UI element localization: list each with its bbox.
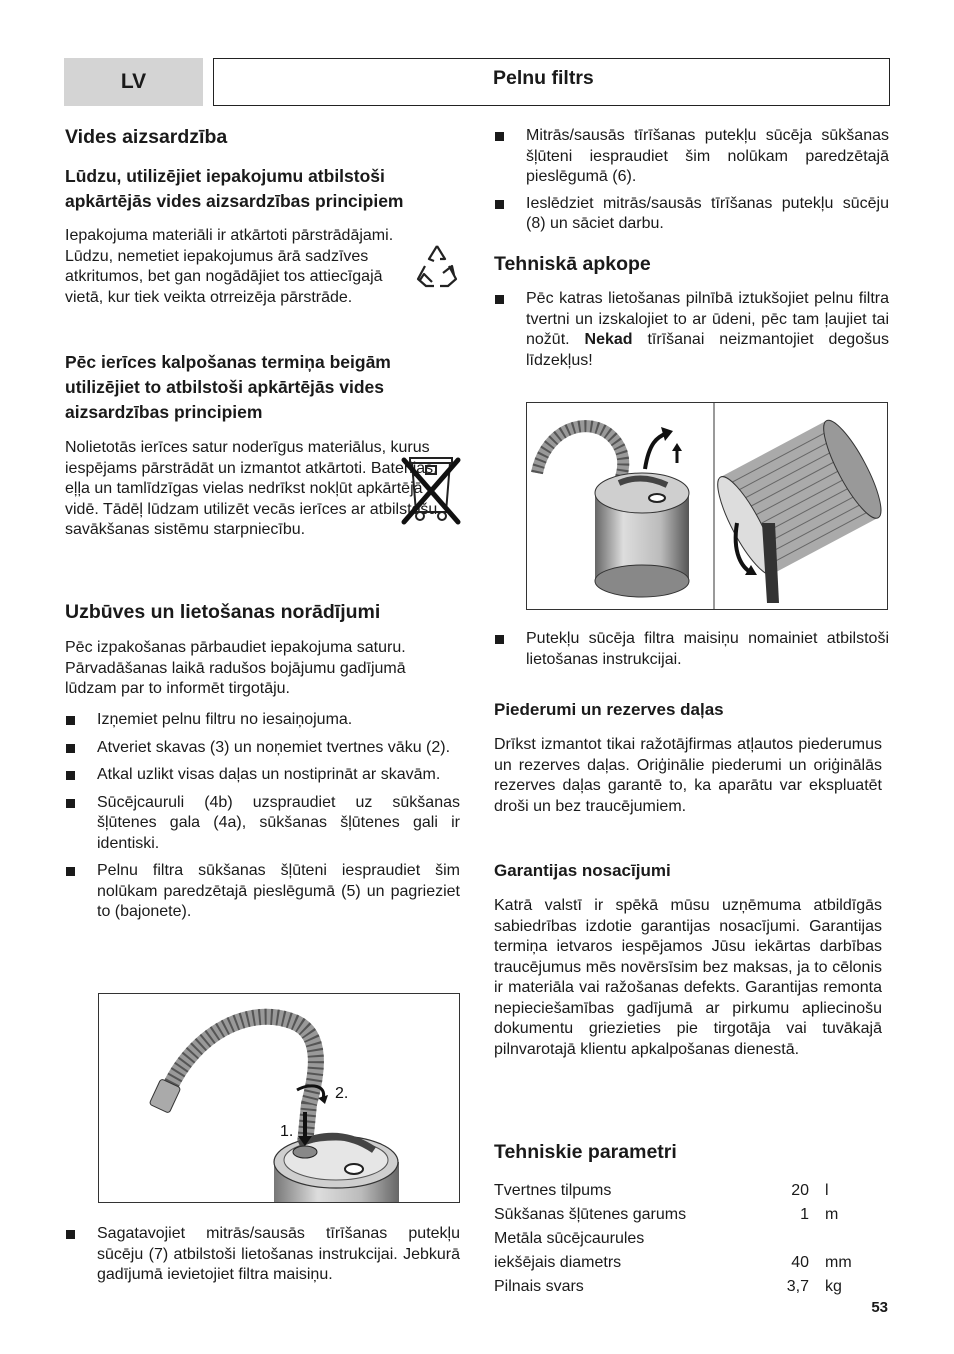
maint-text-a: Pēc katras lietošanas pilnībā iztukšojiet pelnu filtra tvertni un izskalojiet to ar ūdeni, pēc tam ļaujiet tai nožūt. xyxy=(526,290,889,348)
list-item: Izņemiet pelnu filtru no iesaiņojuma. xyxy=(65,710,460,731)
fig-label-2: 2. xyxy=(335,1085,349,1102)
acc-paragraph: Drīkst izmantot tikai ražotājfirmas atļautos piederumus un rezerves daļas. Oriģinālie piederumi un oriģinālās rezerves daļas garantē to, ka aparātu var ekspluatēt droši un bez traucējumiem. xyxy=(494,736,882,815)
maint-text-bold: Nekad xyxy=(584,331,633,348)
table-row xyxy=(494,1227,852,1251)
list-item: Ieslēdziet mitrās/sausās tīrīšanas putekļu sūcēju (8) un sāciet darbu. xyxy=(494,194,889,235)
env-subheading-disposal: Pēc ierīces kalpošanas termiņa beigām utilizējiet to atbilstoši apkārtējās vides aizsardzības principiem xyxy=(65,352,391,422)
use-heading: Uzbūves un lietošanas norādījumi xyxy=(65,601,381,623)
list-item: Sagatavojiet mitrās/sausās tīrīšanas putekļu sūcēju (7) atbilstoši lietošanas instrukcijai. Jebkurā gadījumā ievietojiet filtra maisiņu. xyxy=(65,1224,460,1286)
tech-label: iekšējais diametrs xyxy=(494,1254,622,1271)
tech-unit: l xyxy=(825,1182,829,1199)
env-paragraph-packaging: Iepakojuma materiāli ir atkārtoti pārstrādājami. Lūdzu, nemetiet iepakojumus ārā sadzīves atkritumos, bet gan nogādājiet tos attiecīgajā vietā, kur tiek veikta otrreizēja pārstrāde. xyxy=(65,227,394,306)
emptying-figure xyxy=(526,402,888,610)
acc-heading: Piederumi un rezerves daļas xyxy=(494,700,724,719)
tech-unit: kg xyxy=(825,1278,842,1295)
env-sub1-block xyxy=(65,164,460,214)
env-p1-block xyxy=(65,226,400,308)
env-heading: Vides aizsardzība xyxy=(65,126,228,148)
page-number: 53 xyxy=(871,1299,888,1316)
tech-value: 3,7 xyxy=(786,1278,809,1295)
acc-heading-block xyxy=(494,699,889,721)
list-item: Sūcējcauruli (4b) uzspraudiet uz sūkšanas šļūtenes gala (4a), sūkšanas šļūtenes gali ir identiski. xyxy=(65,793,460,855)
maint-heading-block xyxy=(494,252,889,276)
crossed-bin-icon xyxy=(398,446,464,526)
tech-unit: mm xyxy=(825,1254,852,1271)
filter-bullet-block xyxy=(494,629,889,670)
list-item: Atkal uzlikt visas daļas un nostiprināt ar skavām. xyxy=(65,765,460,786)
table-row xyxy=(494,1179,852,1203)
tech-unit: m xyxy=(825,1206,839,1223)
tech-value: 40 xyxy=(791,1254,809,1271)
tech-value: 1 xyxy=(800,1206,809,1223)
fig-label-1: 1. xyxy=(280,1123,294,1140)
right-top-bullets xyxy=(494,126,889,235)
recycle-icon xyxy=(410,240,464,294)
use-p-block xyxy=(65,638,460,700)
list-item: Pelnu filtra sūkšanas šļūteni iespraudiet šim nolūkam paredzētajā pieslēgumā (5) un pagrieziet to (bajonete). xyxy=(65,861,460,923)
env-p2-block xyxy=(65,438,438,541)
steps-list-block xyxy=(65,710,460,923)
use-heading-block xyxy=(65,600,460,624)
env-paragraph-disposal: Nolietotās ierīces satur noderīgus materiālus, kurus iespējams pārstrādāt un izmantot atkārtoti. Baterijas, eļļa un tamlīdzīgas vielas nedrīkst nokļūt apkārtējā vidē. Tādēļ lūdzam utilizēt vecās ierīces ar atbilstošu savākšanas sistēmu starpniecību. xyxy=(65,439,438,538)
list-item: Atveriet skavas (3) un noņemiet tvertnes vāku (2). xyxy=(65,738,460,759)
tech-heading-block xyxy=(494,1140,889,1164)
list-item xyxy=(494,289,889,371)
page-title: Pelnu filtrs xyxy=(493,67,594,89)
right-top-bullets-block xyxy=(494,126,889,235)
env-sub2-block xyxy=(65,350,460,425)
warr-heading: Garantijas nosacījumi xyxy=(494,861,671,880)
use-paragraph: Pēc izpakošanas pārbaudiet iepakojuma saturu. Pārvadāšanas laikā radušos bojājumu gadījumā lūdzam par to informēt tirgotāju. xyxy=(65,639,406,697)
step-last-list xyxy=(65,1224,460,1286)
warr-heading-block xyxy=(494,860,889,882)
table-row xyxy=(494,1251,852,1275)
tech-table-block xyxy=(494,1179,852,1299)
hose-attach-illustration xyxy=(99,994,459,1202)
maint-text-b: tīrīšanai neizmantojiet degošus līdzekļus! xyxy=(526,331,889,369)
left-column xyxy=(65,125,460,149)
tech-label: Metāla sūcējcaurules xyxy=(494,1230,645,1247)
steps-list xyxy=(65,710,460,923)
tech-label: Tvertnes tilpums xyxy=(494,1182,612,1199)
env-subheading-packaging: Lūdzu, utilizējiet iepakojumu atbilstoši apkārtējās vides aizsardzības principiem xyxy=(65,166,404,211)
tech-value: 20 xyxy=(791,1182,809,1199)
tech-value xyxy=(764,1227,809,1251)
tech-label: Pilnais svars xyxy=(494,1278,584,1295)
step-last-block xyxy=(65,1224,460,1286)
acc-p-block xyxy=(494,735,882,817)
emptying-illustration xyxy=(527,403,887,609)
warr-p-block xyxy=(494,896,882,1060)
tech-unit xyxy=(809,1227,852,1251)
maint-heading: Tehniskā apkope xyxy=(494,253,651,275)
list-item: Mitrās/sausās tīrīšanas putekļu sūcēja sūkšanas šļūteni iespraudiet šim nolūkam paredzētajā pieslēgumā (6). xyxy=(494,126,889,188)
tech-label: Sūkšanas šļūtenes garums xyxy=(494,1206,687,1223)
page-title-box xyxy=(213,58,890,106)
list-item: Putekļu sūcēja filtra maisiņu nomainiet atbilstoši lietošanas instrukcijai. xyxy=(494,629,889,670)
table-row xyxy=(494,1275,852,1299)
warr-paragraph: Katrā valstī ir spēkā mūsu uzņēmuma atbildīgās sabiedrības izdotie garantijas nosacījumi. Garantijas termiņa ietvaros iespējamos Jūsu iekārtas darbības traucējumus mēs novērsīsim bez maksas, ja to cēlonis ir materiāla vai ražošanas defekts. Garantijas remonta nepieciešamības gadījumā ar pirkumu apliecinošu dokumentu griezieties pie tirgotāja vai tuvākajā pilnvarotajā klientu apkalpošanas dienestā. xyxy=(494,897,882,1058)
maint-bullets xyxy=(494,289,889,371)
language-tab: LV xyxy=(64,58,203,106)
tech-heading: Tehniskie parametri xyxy=(494,1141,677,1163)
filter-bullets xyxy=(494,629,889,670)
hose-attach-figure xyxy=(98,993,460,1203)
table-row xyxy=(494,1203,852,1227)
tech-table xyxy=(494,1179,852,1299)
maint-bullet-block xyxy=(494,289,889,371)
